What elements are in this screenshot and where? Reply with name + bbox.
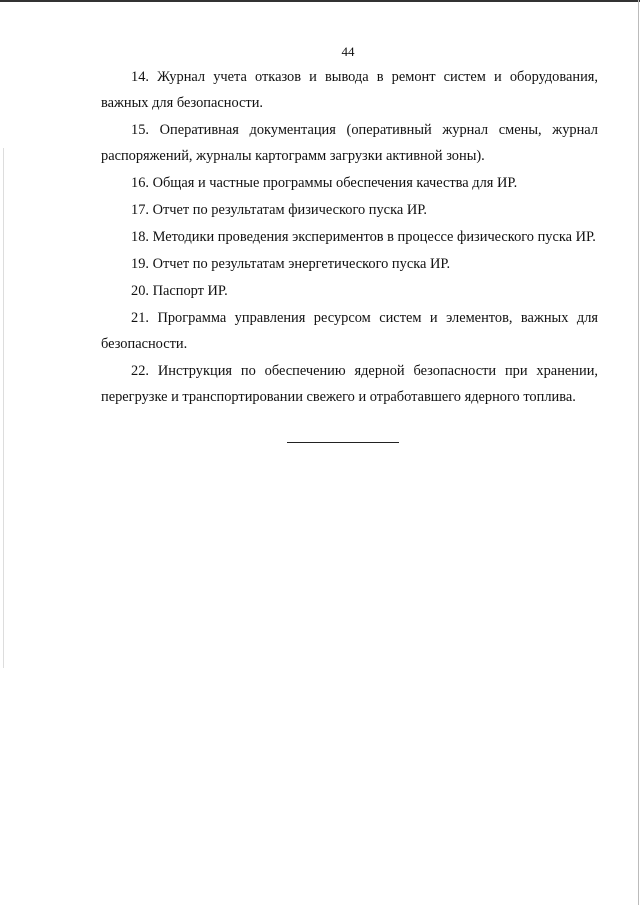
scan-right-border <box>638 0 639 905</box>
list-item: 20. Паспорт ИР. <box>131 283 228 299</box>
list-item: 16. Общая и частные программы обеспечения качества для ИР. <box>131 175 518 191</box>
list-item: 17. Отчет по результатам физического пуска ИР. <box>131 202 428 218</box>
scan-left-shadow <box>3 148 4 668</box>
list-item: 19. Отчет по результатам энергетического пуска ИР. <box>131 256 451 272</box>
end-divider <box>287 442 399 443</box>
list-item: 22. Инструкция по обеспечению ядерной безопасности при хранении, перегрузке и транспортировании свежего и отработавшего ядерного топлива. <box>101 363 598 405</box>
list-item: 21. Программа управления ресурсом систем и элементов, важных для безопасности. <box>101 310 598 352</box>
scan-top-border <box>0 0 640 2</box>
list-item: 14. Журнал учета отказов и вывода в ремонт систем и оборудования, важных для безопасности. <box>101 69 598 111</box>
list-item: 15. Оперативная документация (оперативный журнал смены, журнал распоряжений, журналы картограмм загрузки активной зоны). <box>101 122 598 164</box>
list-item: 18. Методики проведения экспериментов в процессе физического пуска ИР. <box>131 229 596 245</box>
page-number: 44 <box>341 44 355 59</box>
document-list <box>101 64 598 410</box>
